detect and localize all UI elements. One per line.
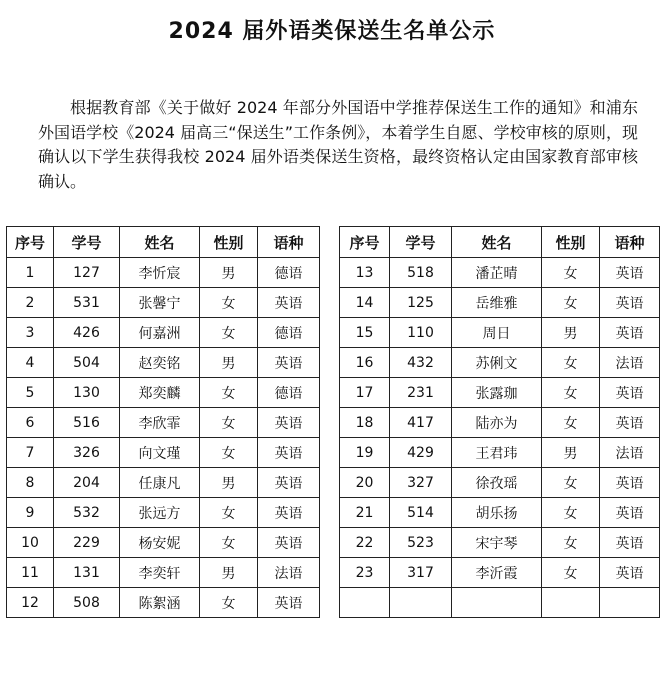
- cell-student-id: 327: [390, 468, 452, 498]
- cell-gender: 女: [542, 258, 600, 288]
- cell-student-id: 516: [54, 408, 120, 438]
- table-row: [340, 498, 660, 528]
- cell-student-id: 504: [54, 348, 120, 378]
- cell-name: 向文瑾: [120, 438, 200, 468]
- cell-name: 杨安妮: [120, 528, 200, 558]
- cell-name: [452, 588, 542, 618]
- cell-language: [600, 588, 660, 618]
- cell-name: 李忻宸: [120, 258, 200, 288]
- cell-language: 英语: [600, 318, 660, 348]
- cell-language: 法语: [600, 438, 660, 468]
- cell-student-id: 110: [390, 318, 452, 348]
- header-student-id: 学号: [390, 227, 452, 258]
- cell-name: 陆亦为: [452, 408, 542, 438]
- cell-language: 英语: [258, 288, 320, 318]
- cell-language: 英语: [600, 498, 660, 528]
- cell-language: 英语: [600, 258, 660, 288]
- cell-index: 8: [7, 468, 54, 498]
- cell-gender: 男: [200, 558, 258, 588]
- cell-student-id: 508: [54, 588, 120, 618]
- cell-gender: 女: [200, 498, 258, 528]
- cell-name: 宋宇琴: [452, 528, 542, 558]
- cell-gender: 男: [542, 438, 600, 468]
- table-row: [7, 408, 320, 438]
- student-table-right: [339, 226, 660, 618]
- cell-index: 17: [340, 378, 390, 408]
- cell-language: 德语: [258, 258, 320, 288]
- cell-language: 英语: [600, 468, 660, 498]
- table-row: [7, 438, 320, 468]
- table-header-row: [340, 227, 660, 258]
- cell-index: 9: [7, 498, 54, 528]
- table-row: [340, 558, 660, 588]
- cell-name: 苏俐文: [452, 348, 542, 378]
- table-row: [340, 528, 660, 558]
- header-index: 序号: [340, 227, 390, 258]
- cell-gender: 女: [200, 588, 258, 618]
- cell-index: 7: [7, 438, 54, 468]
- cell-gender: 女: [542, 498, 600, 528]
- cell-language: 德语: [258, 318, 320, 348]
- table-row: [7, 498, 320, 528]
- cell-index: 5: [7, 378, 54, 408]
- cell-gender: 男: [542, 318, 600, 348]
- cell-index: 14: [340, 288, 390, 318]
- cell-name: 郑奕麟: [120, 378, 200, 408]
- cell-index: 11: [7, 558, 54, 588]
- cell-index: 23: [340, 558, 390, 588]
- cell-index: 15: [340, 318, 390, 348]
- cell-student-id: 204: [54, 468, 120, 498]
- cell-index: 22: [340, 528, 390, 558]
- header-language: 语种: [600, 227, 660, 258]
- cell-name: 张远方: [120, 498, 200, 528]
- table-row: [340, 258, 660, 288]
- cell-name: 陈絮涵: [120, 588, 200, 618]
- cell-language: 英语: [600, 408, 660, 438]
- cell-index: 16: [340, 348, 390, 378]
- cell-gender: 男: [200, 258, 258, 288]
- cell-name: 徐孜瑶: [452, 468, 542, 498]
- cell-language: 德语: [258, 378, 320, 408]
- cell-gender: 女: [542, 378, 600, 408]
- cell-name: 何嘉洲: [120, 318, 200, 348]
- cell-language: 英语: [258, 528, 320, 558]
- cell-student-id: 131: [54, 558, 120, 588]
- table-body: [340, 258, 660, 618]
- cell-name: 岳维雅: [452, 288, 542, 318]
- cell-name: 张馨宁: [120, 288, 200, 318]
- cell-index: 4: [7, 348, 54, 378]
- cell-language: 英语: [258, 468, 320, 498]
- cell-student-id: 518: [390, 258, 452, 288]
- cell-language: 法语: [600, 348, 660, 378]
- cell-student-id: 426: [54, 318, 120, 348]
- header-name: 姓名: [120, 227, 200, 258]
- header-language: 语种: [258, 227, 320, 258]
- cell-gender: 女: [542, 408, 600, 438]
- cell-gender: [542, 588, 600, 618]
- cell-name: 周日: [452, 318, 542, 348]
- cell-name: 李奕轩: [120, 558, 200, 588]
- cell-name: 胡乐扬: [452, 498, 542, 528]
- cell-gender: 女: [200, 378, 258, 408]
- table-row: [7, 318, 320, 348]
- table-row: [7, 348, 320, 378]
- cell-gender: 女: [542, 558, 600, 588]
- cell-index: 10: [7, 528, 54, 558]
- cell-language: 英语: [258, 588, 320, 618]
- cell-gender: 女: [542, 528, 600, 558]
- cell-student-id: 317: [390, 558, 452, 588]
- cell-student-id: 429: [390, 438, 452, 468]
- header-gender: 性别: [542, 227, 600, 258]
- cell-gender: 女: [200, 288, 258, 318]
- cell-student-id: [390, 588, 452, 618]
- cell-index: 3: [7, 318, 54, 348]
- cell-student-id: 514: [390, 498, 452, 528]
- cell-name: 任康凡: [120, 468, 200, 498]
- cell-language: 英语: [258, 348, 320, 378]
- page-title: 2024 届外语类保送生名单公示: [168, 19, 496, 44]
- cell-language: 英语: [600, 528, 660, 558]
- table-row: [340, 378, 660, 408]
- header-gender: 性别: [200, 227, 258, 258]
- cell-gender: 女: [542, 468, 600, 498]
- cell-language: 英语: [258, 408, 320, 438]
- table-row: [340, 348, 660, 378]
- table-body: [7, 258, 320, 618]
- cell-gender: 男: [200, 348, 258, 378]
- table-row: [7, 258, 320, 288]
- cell-language: 英语: [258, 438, 320, 468]
- table-row: [340, 438, 660, 468]
- table-row: [7, 468, 320, 498]
- cell-student-id: 231: [390, 378, 452, 408]
- cell-language: 英语: [600, 288, 660, 318]
- cell-index: 20: [340, 468, 390, 498]
- cell-index: [340, 588, 390, 618]
- cell-gender: 男: [200, 468, 258, 498]
- table-row: [340, 468, 660, 498]
- cell-student-id: 127: [54, 258, 120, 288]
- table-row: [7, 528, 320, 558]
- header-name: 姓名: [452, 227, 542, 258]
- cell-gender: 女: [542, 288, 600, 318]
- cell-index: 6: [7, 408, 54, 438]
- cell-student-id: 532: [54, 498, 120, 528]
- cell-name: 王君玮: [452, 438, 542, 468]
- cell-student-id: 130: [54, 378, 120, 408]
- cell-index: 1: [7, 258, 54, 288]
- table-header-row: [7, 227, 320, 258]
- cell-index: 21: [340, 498, 390, 528]
- header-index: 序号: [7, 227, 54, 258]
- table-row: [340, 588, 660, 618]
- cell-student-id: 326: [54, 438, 120, 468]
- table-row: [7, 378, 320, 408]
- cell-name: 赵奕铭: [120, 348, 200, 378]
- cell-language: 英语: [600, 558, 660, 588]
- cell-gender: 女: [542, 348, 600, 378]
- student-table-left: [6, 226, 320, 618]
- cell-index: 12: [7, 588, 54, 618]
- table-row: [340, 408, 660, 438]
- cell-language: 英语: [600, 378, 660, 408]
- cell-language: 法语: [258, 558, 320, 588]
- cell-student-id: 125: [390, 288, 452, 318]
- table-row: [7, 288, 320, 318]
- cell-student-id: 523: [390, 528, 452, 558]
- header-student-id: 学号: [54, 227, 120, 258]
- cell-gender: 女: [200, 318, 258, 348]
- cell-student-id: 531: [54, 288, 120, 318]
- cell-gender: 女: [200, 438, 258, 468]
- cell-name: 潘芷晴: [452, 258, 542, 288]
- cell-student-id: 417: [390, 408, 452, 438]
- intro-paragraph: 根据教育部《关于做好 2024 年部分外国语中学推荐保送生工作的通知》和浦东外国语学校《2024 届高三“保送生”工作条例》，本着学生自愿、学校审核的原则，现确认以下学生获得我校 2024 届外语类保送生资格，最终资格认定由国家教育部审核确认。: [38, 98, 638, 191]
- cell-index: 13: [340, 258, 390, 288]
- table-row: [7, 588, 320, 618]
- cell-name: 李欣霏: [120, 408, 200, 438]
- table-row: [7, 558, 320, 588]
- cell-gender: 女: [200, 408, 258, 438]
- cell-index: 18: [340, 408, 390, 438]
- cell-index: 19: [340, 438, 390, 468]
- cell-student-id: 432: [390, 348, 452, 378]
- table-row: [340, 318, 660, 348]
- cell-name: 张露珈: [452, 378, 542, 408]
- table-row: [340, 288, 660, 318]
- cell-name: 李沂霞: [452, 558, 542, 588]
- cell-language: 英语: [258, 498, 320, 528]
- cell-index: 2: [7, 288, 54, 318]
- cell-gender: 女: [200, 528, 258, 558]
- cell-student-id: 229: [54, 528, 120, 558]
